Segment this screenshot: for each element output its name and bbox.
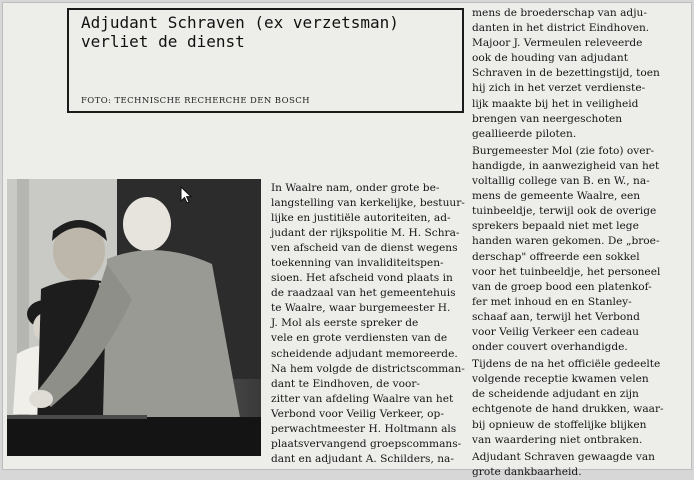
article-column-2 — [472, 6, 684, 480]
article-headline: Adjudant Schraven (ex verzetsman) verliet de dienst — [81, 13, 399, 51]
photo-image — [7, 179, 261, 456]
article-paragraph: Tijdens de na het officiële gedeelte volgende receptie kwamen velen de scheidende adjudant en zijn echtgenote de hand drukken, waar- bij opnieuw de stoffelijke blijken van waardering niet ontbraken. — [472, 358, 664, 446]
mouse-pointer-icon — [180, 186, 192, 204]
article-paragraph: Burgemeester Mol (zie foto) over- handigde, in aanwezigheid van het voltallig college van B. en W., na- mens de gemeente Waalre, een tuinbeeldje, terwijl ook de overige sprekers bepaald niet met lege handen waren gekomen. De „broe- derschap" offreerde een sokkel voor het tuinbeeldje, het personeel van de groep bood een platenkof- fer met inhoud en en Stanley- schaaf aan, terwijl het Verbond voor Veilig Verkeer een cadeau onder couvert overhandigde. — [472, 144, 661, 354]
article-column-1: In Waalre nam, onder grote be- langstelling van kerkelijke, bestuur- lijke en justitiële autoriteiten, ad- judant der rijkspolitie M. H. Schra- ven afscheid van de dienst wegens toekenning van invaliditeitspen- sioen. Het afscheid vond plaats in de raadzaal van het gemeentehuis te Waalre, waar burgemeester H. J. Mol als eerste spreker de vele en grote verdiensten van de scheidende adjudant memoreerde. Na hem volgde de districtscomman- dant te Eindhoven, de voor- zitter van afdeling Waalre van het Verbond voor Veilig Verkeer, op- perwachtmeester H. Holtmann als plaatsvervangend groepscommans- dant en adjudant A. Schilders, na- — [271, 182, 465, 465]
article-paragraph: Adjudant Schraven gewaagde van grote dankbaarheid. — [472, 450, 655, 478]
scanned-page — [2, 2, 692, 478]
photo-credit: FOTO: TECHNISCHE RECHERCHE DEN BOSCH — [81, 96, 310, 106]
article-paragraph: mens de broederschap van adju- danten in het district Eindhoven. Majoor J. Vermeulen releveerde ook de houding van adjudant Schraven in de bezettingstijd, toen hij zich in het verzet verdienste- lijk maakte bij het in veiligheid brengen van neergeschoten geallieerde piloten. — [472, 7, 660, 140]
ceremony-photo — [7, 179, 261, 456]
headline-box — [67, 8, 464, 113]
